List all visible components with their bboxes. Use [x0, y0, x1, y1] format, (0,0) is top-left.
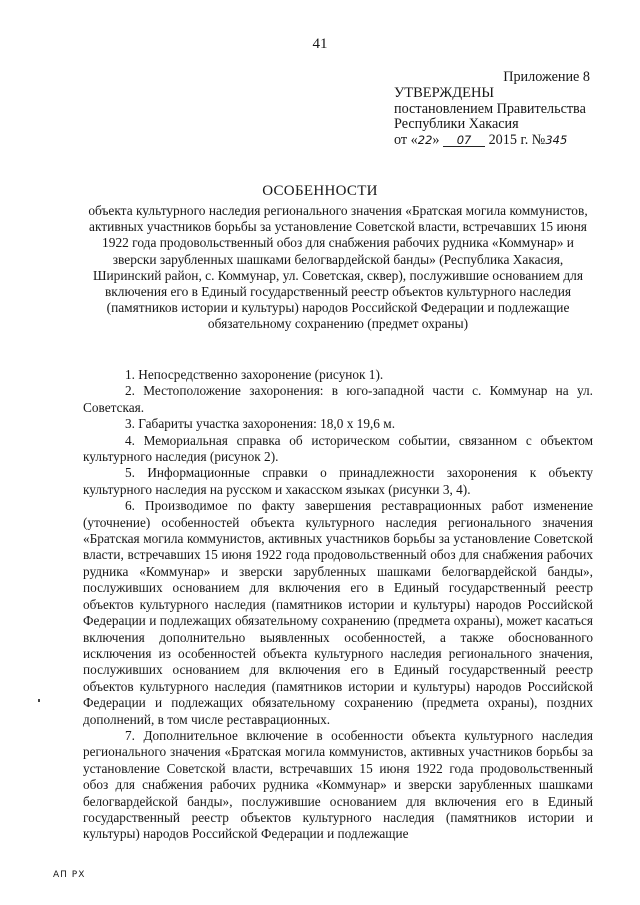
approval-block [394, 70, 590, 149]
list-item-6: 6. Производимое по факту завершения реставрационных работ изменение (уточнение) особенностей объекта культурного наследия регионального значения «Братская могила коммунистов, активных участников борьбы за установление Советской власти, встречавших 15 июня 1922 года продовольственный обоз для снабжения рабочих рудника «Коммунар» и зверски зарубленных шашками белогвардейской банды», послуживших основанием для включения его в Единый государственный реестр объектов культурного наследия (памятников истории и культуры) народов Российской Федерации и подлежащих обязательному сохранению (предмета охраны), может касаться включения дополнительно выявленных особенностей, а также обоснованного исключения из особенностей объекта культурного наследия регионального значения, послуживших основанием для включения его в Единый государственный реестр объектов культурного наследия (памятников истории и культуры) народов Российской Федерации и подлежащих обязательному сохранению (предмета охраны), поздних дополнений, в том числе реставрационных. [83, 498, 593, 727]
list-item-5: 5. Информационные справки о принадлежности захоронения к объекту культурного наследия на русском и хакасском языках (рисунки 3, 4). [83, 465, 593, 497]
approved-heading: УТВЕРЖДЕНЫ [394, 84, 495, 101]
list-item-3: 3. Габариты участка захоронения: 18,0 х 19,6 м. [125, 416, 396, 432]
list-item-1: 1. Непосредственно захоронение (рисунок 1). [125, 367, 384, 382]
government-line: Республики Хакасия [394, 116, 519, 133]
numbered-list [83, 367, 593, 843]
footer-mark: АП РХ [53, 870, 86, 880]
handwritten-month: 07 [443, 135, 485, 147]
list-item-7: 7. Дополнительное включение в особенности объекта культурного наследия регионального значения «Братская могила коммунистов, активных участников борьбы за установление Советской власти, встречавших 15 июня 1922 года продовольственный обоз для снабжения рабочих рудника «Коммунар» и зверски зарубленных шашками белогвардейской банды», послужившие основанием для включения его в Единый государственный реестр объектов культурного наследия (памятников истории и культуры) народов Российской Федерации и подлежащие [83, 727, 593, 842]
document-subtitle: объекта культурного наследия регионального значения «Братская могила коммунистов, активных участников борьбы за установление Советской власти, встречавших 15 июня 1922 года продовольственный обоз для снабжения рабочих рудника «Коммунар» и зверски зарубленных шашками белогвардейской банды» (Республика Хакасия, Ширинский район, с. Коммунар, ул. Советская, сквер), послужившие основанием для включения его в Единый государственный реестр объектов культурного наследия (памятников истории и культуры) народов Российской Федерации и подлежащие обязательному сохранению (предмет охраны) [88, 203, 588, 332]
date-year: 2015 г. № [485, 132, 546, 149]
list-item-2: 2. Местоположение захоронения: в юго-западной части с. Коммунар на ул. Советская. [83, 383, 593, 415]
handwritten-number: 345 [545, 133, 568, 148]
handwritten-day: 22 [417, 133, 433, 148]
date-prefix: от « [394, 132, 418, 149]
resolution-line: постановлением Правительства [394, 100, 586, 117]
list-item-4: 4. Мемориальная справка об историческом событии, связанном с объектом культурного наследия (рисунок 2). [83, 432, 593, 465]
date-line [394, 133, 590, 149]
date-mid: » [432, 132, 444, 149]
margin-speck [38, 699, 40, 702]
appendix-label: Приложение 8 [503, 69, 590, 85]
document-title: ОСОБЕННОСТИ [262, 183, 378, 199]
page-number: 41 [312, 36, 328, 52]
